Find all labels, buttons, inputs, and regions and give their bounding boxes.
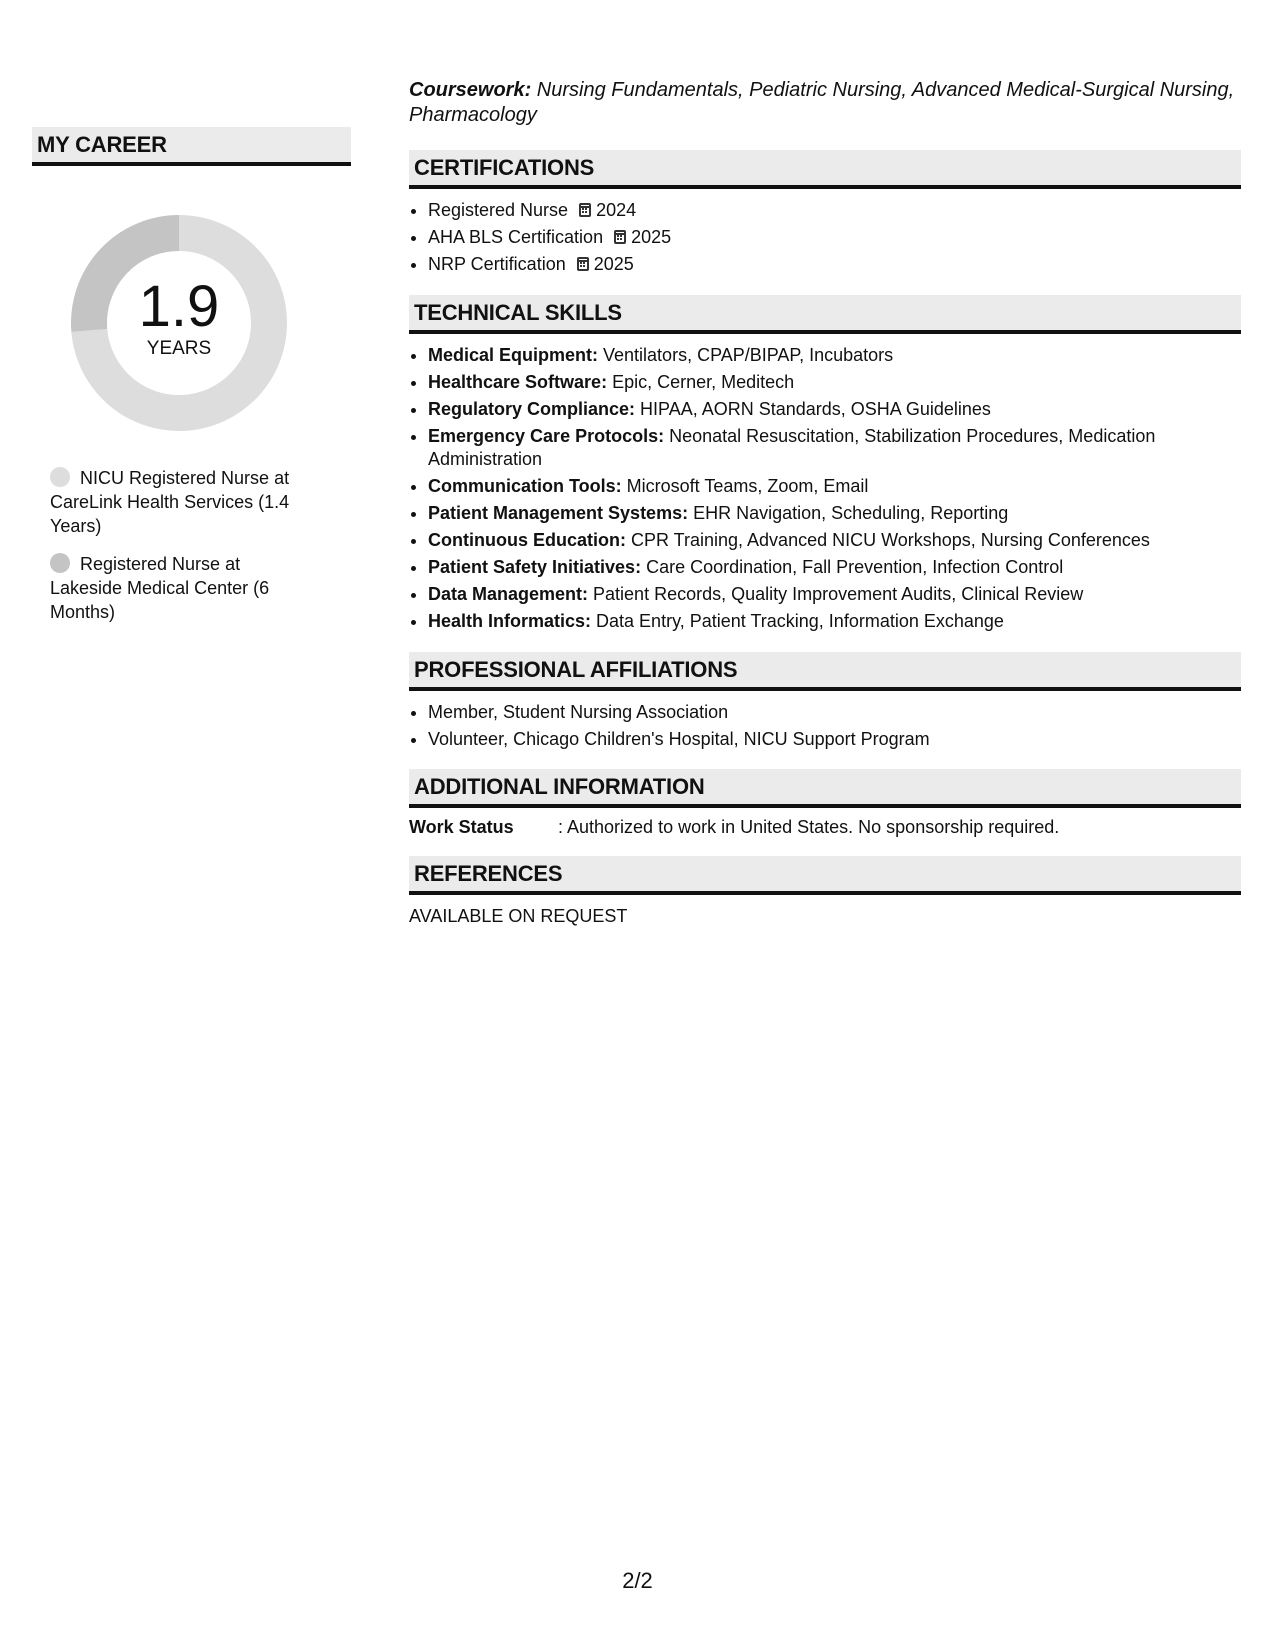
technical-skills-heading: TECHNICAL SKILLS — [409, 295, 1241, 334]
total-years-unit: YEARS — [146, 338, 212, 359]
skill-label: Data Management: — [428, 584, 589, 604]
legend-label: NICU Registered Nurse at CareLink Health Services (1.4 Years) — [50, 468, 290, 536]
skill-label: Regulatory Compliance: — [428, 398, 636, 419]
career-donut-chart — [66, 210, 292, 436]
skill-label: Medical Equipment: — [428, 344, 599, 365]
certification-name: Registered Nurse — [428, 200, 569, 220]
legend-label: Registered Nurse at Lakeside Medical Center (6 Months) — [50, 554, 270, 622]
skill-item — [428, 344, 1241, 368]
certification-name: NRP Certification — [428, 254, 566, 274]
affiliations-heading: PROFESSIONAL AFFILIATIONS — [409, 652, 1241, 691]
legend-dot-1 — [50, 553, 70, 573]
references-text: AVAILABLE ON REQUEST — [409, 906, 628, 926]
certification-item — [428, 226, 1241, 250]
legend-item — [50, 552, 310, 624]
skill-label: Continuous Education: — [428, 530, 626, 550]
work-status-label: Work Status — [409, 817, 514, 837]
work-status-row — [409, 816, 1241, 839]
skill-label: Communication Tools: — [428, 476, 622, 496]
calendar-icon — [579, 203, 591, 217]
references-heading: REFERENCES — [409, 856, 1241, 895]
legend-item — [50, 466, 310, 538]
legend-dot-0 — [50, 467, 70, 487]
skill-text: Microsoft Teams, Zoom, Email — [621, 476, 869, 496]
coursework — [409, 78, 1241, 128]
skill-label: Emergency Care Protocols: — [428, 425, 665, 446]
total-years-value: 1.9 — [138, 274, 220, 339]
skill-item — [428, 398, 1241, 422]
skill-label: Patient Management Systems: — [428, 503, 689, 523]
certification-item — [428, 199, 1241, 223]
skill-text: Data Entry, Patient Tracking, Information Exchange — [591, 611, 1004, 631]
certification-item — [428, 253, 1241, 277]
certifications-heading: CERTIFICATIONS — [409, 150, 1241, 189]
skill-item — [428, 583, 1241, 607]
skill-item — [428, 556, 1241, 580]
skill-item — [428, 610, 1241, 634]
calendar-icon — [614, 230, 626, 244]
skill-label: Health Informatics: — [428, 611, 592, 631]
skill-item — [428, 529, 1241, 553]
skill-item — [428, 425, 1241, 472]
skill-label: Patient Safety Initiatives: — [428, 557, 642, 577]
certifications-list — [409, 199, 1241, 277]
affiliation-item: • Volunteer, Chicago Children's Hospital, NICU Support Program — [428, 728, 1241, 752]
affiliations-list — [409, 701, 1241, 752]
skill-item — [428, 475, 1241, 499]
coursework-text: Nursing Fundamentals, Pediatric Nursing, Advanced Medical-Surgical Nursing, Pharmacology — [409, 79, 1235, 126]
affiliation-item: • Member, Student Nursing Association — [428, 701, 1241, 725]
work-status-value: : Authorized to work in United States. No sponsorship required. — [558, 817, 1060, 837]
certification-year: 2025 — [631, 227, 672, 247]
main-content — [409, 78, 1241, 927]
career-legend — [50, 466, 310, 624]
certification-year: 2024 — [596, 200, 637, 220]
skill-text: Patient Records, Quality Improvement Audits, Clinical Review — [588, 584, 1084, 604]
additional-info-heading: ADDITIONAL INFORMATION — [409, 769, 1241, 808]
page-number: 2/2 — [622, 1568, 653, 1593]
certification-name: AHA BLS Certification — [428, 227, 604, 247]
skill-text: Ventilators, CPAP/BIPAP, Incubators — [598, 344, 894, 365]
skill-text: EHR Navigation, Scheduling, Reporting — [688, 503, 1009, 523]
technical-skills-list — [409, 344, 1241, 634]
career-sidebar — [32, 127, 351, 638]
career-heading: MY CAREER — [32, 127, 351, 166]
calendar-icon — [577, 257, 589, 271]
certification-year: 2025 — [593, 254, 634, 274]
skill-text: CPR Training, Advanced NICU Workshops, Nursing Conferences — [625, 530, 1150, 550]
skill-text: HIPAA, AORN Standards, OSHA Guidelines — [635, 398, 991, 419]
skill-text: Neonatal Resuscitation, Stabilization Procedures, Medication Administration — [428, 425, 1156, 469]
skill-text: Care Coordination, Fall Prevention, Infection Control — [641, 557, 1064, 577]
coursework-label: Coursework: — [409, 79, 532, 101]
skill-item — [428, 371, 1241, 395]
donut-center-label — [66, 274, 292, 360]
skill-text: Epic, Cerner, Meditech — [607, 371, 795, 392]
skill-item — [428, 502, 1241, 526]
skill-label: Healthcare Software: — [428, 371, 608, 392]
